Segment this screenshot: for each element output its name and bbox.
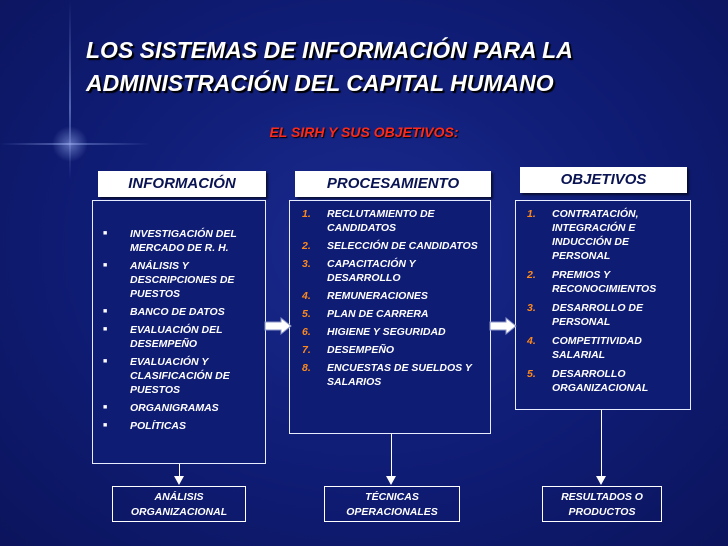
list-item bbox=[527, 301, 684, 329]
list-item: ■ ANÁLISIS Y DESCRIPCIONES DE PUESTOS bbox=[130, 259, 259, 301]
item-number: 5. bbox=[527, 368, 536, 380]
connector-line bbox=[391, 434, 392, 477]
list-item: ■ POLÍTICAS bbox=[130, 419, 259, 433]
list-item bbox=[527, 207, 684, 263]
output-resultados-productos: RESULTADOS O PRODUCTOS bbox=[542, 486, 662, 522]
procesamiento-box bbox=[289, 200, 491, 434]
objetivos-list bbox=[527, 207, 684, 395]
arrow-down-icon bbox=[174, 476, 184, 485]
item-text: COMPETITIVIDAD SALARIAL bbox=[552, 335, 642, 361]
list-item bbox=[302, 343, 484, 357]
slide-title: LOS SISTEMAS DE INFORMACIÓN PARA LA ADMINISTRACIÓN DEL CAPITAL HUMANO bbox=[86, 37, 573, 96]
list-item: ■ EVALUACIÓN Y CLASIFICACIÓN DE PUESTOS bbox=[130, 355, 259, 397]
item-text: HIGIENE Y SEGURIDAD bbox=[327, 326, 446, 338]
header-objetivos: OBJETIVOS bbox=[520, 167, 687, 193]
item-text: DESARROLLO DE PERSONAL bbox=[552, 302, 644, 328]
header-informacion: INFORMACIÓN bbox=[98, 171, 266, 197]
item-number: 4. bbox=[302, 290, 311, 302]
item-text: PLAN DE CARRERA bbox=[327, 308, 429, 320]
item-number: 3. bbox=[302, 258, 311, 270]
output-tecnicas-operacionales: TÉCNICAS OPERACIONALES bbox=[324, 486, 460, 522]
right-arrow-icon bbox=[264, 317, 292, 335]
item-number: 2. bbox=[527, 269, 536, 281]
procesamiento-list bbox=[302, 207, 484, 389]
item-text: SELECCIÓN DE CANDIDATOS bbox=[327, 240, 478, 252]
item-text: CAPACITACIÓN Y DESARROLLO bbox=[327, 258, 416, 284]
arrow-down-icon bbox=[596, 476, 606, 485]
item-number: 6. bbox=[302, 326, 311, 338]
slide-subtitle: EL SIRH Y SUS OBJETIVOS: bbox=[269, 124, 459, 140]
right-arrow-icon bbox=[489, 317, 517, 335]
arrow-down-icon bbox=[386, 476, 396, 485]
list-item bbox=[527, 334, 684, 362]
list-item bbox=[527, 367, 684, 395]
list-item bbox=[302, 257, 484, 285]
item-text: DESEMPEÑO bbox=[327, 344, 395, 356]
item-text: CONTRATACIÓN, INTEGRACIÓN E INDUCCIÓN DE PERSONAL bbox=[552, 208, 639, 262]
list-item bbox=[302, 325, 484, 339]
informacion-box bbox=[92, 200, 266, 464]
informacion-list bbox=[130, 227, 259, 433]
list-item: ■ INVESTIGACIÓN DEL MERCADO DE R. H. bbox=[130, 227, 259, 255]
item-text: REMUNERACIONES bbox=[327, 290, 428, 302]
list-item bbox=[302, 239, 484, 253]
item-text: RECLUTAMIENTO DE CANDIDATOS bbox=[327, 208, 435, 234]
item-number: 4. bbox=[527, 335, 536, 347]
list-item bbox=[302, 307, 484, 321]
item-number: 5. bbox=[302, 308, 311, 320]
connector-line bbox=[601, 410, 602, 477]
item-number: 1. bbox=[527, 208, 536, 220]
item-number: 3. bbox=[527, 302, 536, 314]
item-text: ENCUESTAS DE SUELDOS Y SALARIOS bbox=[327, 362, 472, 388]
list-item bbox=[302, 361, 484, 389]
output-analisis-organizacional: ANÁLISIS ORGANIZACIONAL bbox=[112, 486, 246, 522]
item-number: 2. bbox=[302, 240, 311, 252]
list-item bbox=[527, 268, 684, 296]
item-text: PREMIOS Y RECONOCIMIENTOS bbox=[552, 269, 657, 295]
list-item bbox=[302, 289, 484, 303]
list-item: ■ EVALUACIÓN DEL DESEMPEÑO bbox=[130, 323, 259, 351]
item-text: DESARROLLO ORGANIZACIONAL bbox=[552, 368, 649, 394]
list-item bbox=[302, 207, 484, 235]
objetivos-box bbox=[515, 200, 691, 410]
item-number: 8. bbox=[302, 362, 311, 374]
list-item: ■ BANCO DE DATOS bbox=[130, 305, 259, 319]
item-number: 7. bbox=[302, 344, 311, 356]
header-procesamiento: PROCESAMIENTO bbox=[295, 171, 491, 197]
list-item: ■ ORGANIGRAMAS bbox=[130, 401, 259, 415]
item-number: 1. bbox=[302, 208, 311, 220]
